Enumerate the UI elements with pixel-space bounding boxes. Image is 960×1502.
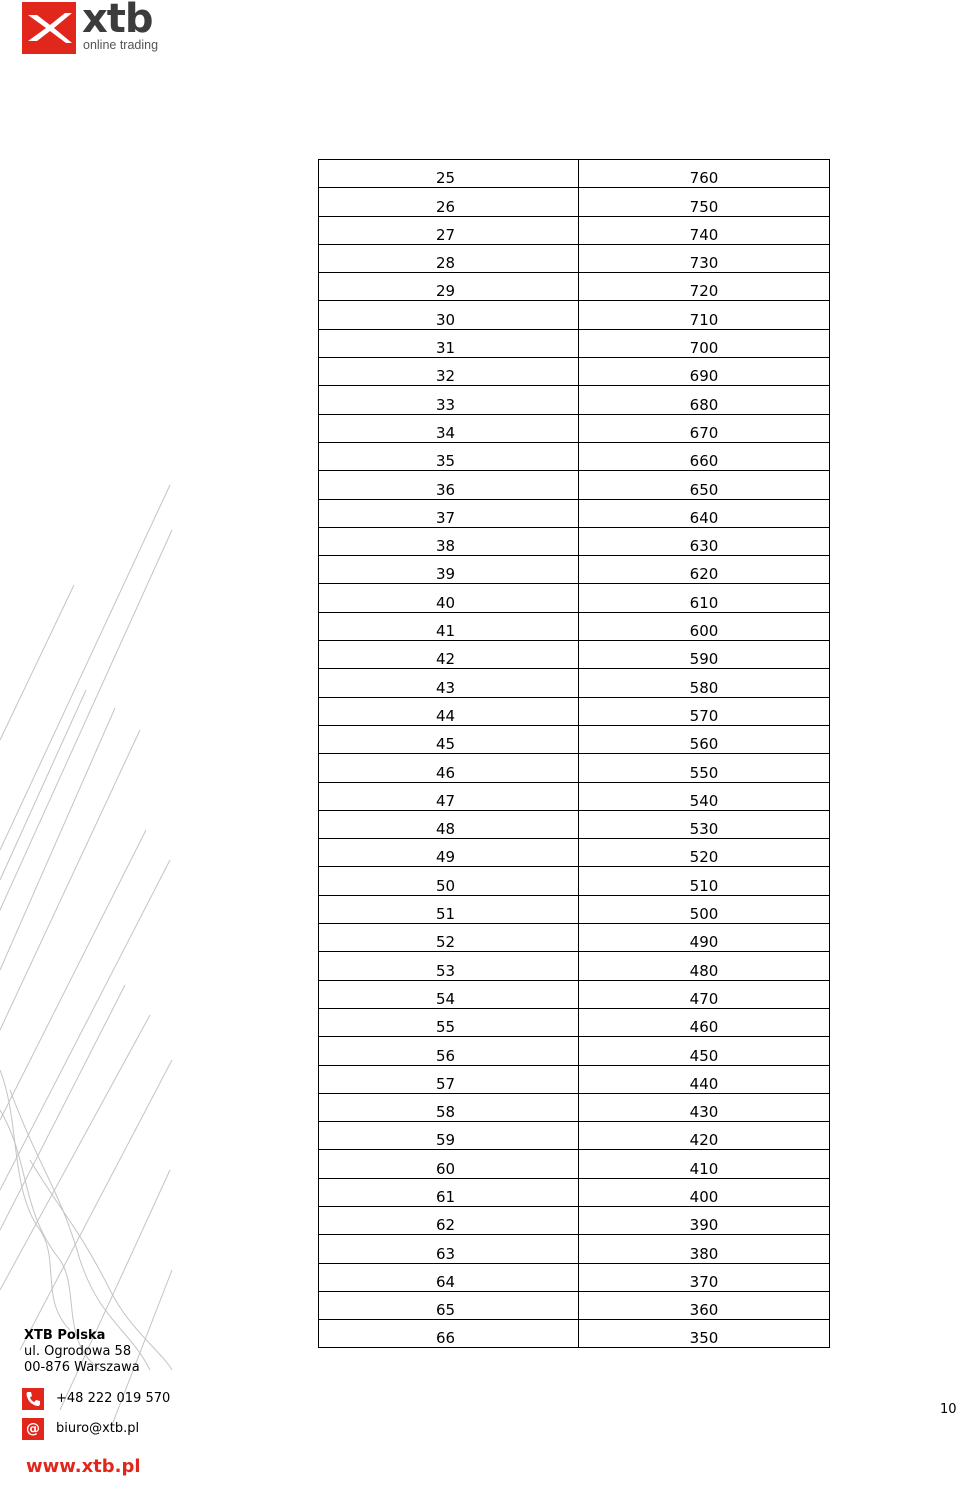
table-row (319, 358, 830, 386)
table-cell-left (319, 1122, 579, 1150)
table-cell-right (579, 1235, 830, 1263)
cell-value: 56 (435, 1046, 456, 1065)
table-cell-right (579, 924, 830, 952)
cell-value: 650 (689, 480, 719, 499)
cell-value: 52 (435, 933, 456, 952)
table-row (319, 612, 830, 640)
cell-value: 720 (689, 282, 719, 301)
cell-value: 370 (689, 1272, 719, 1291)
cell-value: 41 (435, 622, 456, 641)
table-row (319, 952, 830, 980)
street-address: ul. Ogrodowa 58 (24, 1344, 132, 1359)
table-row (319, 1122, 830, 1150)
table-row (319, 499, 830, 527)
table-cell-right (579, 1320, 830, 1348)
cell-value: 580 (689, 678, 719, 697)
cell-value: 510 (689, 876, 719, 895)
table-cell-left (319, 1008, 579, 1036)
cell-value: 550 (689, 763, 719, 782)
table-cell-left (319, 1150, 579, 1178)
cell-value: 560 (689, 735, 719, 754)
table-cell-left (319, 442, 579, 470)
cell-value: 640 (689, 508, 719, 527)
cell-value: 43 (435, 678, 456, 697)
table-row (319, 386, 830, 414)
table-cell-left (319, 584, 579, 612)
table-cell-right (579, 1122, 830, 1150)
table-cell-right (579, 895, 830, 923)
table-cell-left (319, 1235, 579, 1263)
table-cell-right (579, 556, 830, 584)
table-row (319, 1291, 830, 1319)
cell-value: 540 (689, 791, 719, 810)
cell-value: 45 (435, 735, 456, 754)
cell-value: 30 (435, 310, 456, 329)
table-row (319, 1150, 830, 1178)
cell-value: 700 (689, 339, 719, 358)
cell-value: 33 (435, 395, 456, 414)
table-row (319, 1206, 830, 1234)
table-row (319, 414, 830, 442)
cell-value: 57 (435, 1074, 456, 1093)
cell-value: 610 (689, 593, 719, 612)
table-row (319, 273, 830, 301)
table-cell-right (579, 216, 830, 244)
cell-value: 410 (689, 1159, 719, 1178)
table-cell-left (319, 754, 579, 782)
cell-value: 60 (435, 1159, 456, 1178)
cell-value: 530 (689, 820, 719, 839)
cell-value: 690 (689, 367, 719, 386)
cell-value: 39 (435, 565, 456, 584)
table-cell-right (579, 499, 830, 527)
cell-value: 660 (689, 452, 719, 471)
logo-wordmark: xtb (82, 0, 153, 42)
table-cell-right (579, 697, 830, 725)
table-row (319, 839, 830, 867)
table-cell-left (319, 160, 579, 188)
table-row (319, 556, 830, 584)
xtb-logo-mark (22, 2, 76, 54)
table-cell-left (319, 1320, 579, 1348)
table-cell-right (579, 301, 830, 329)
table-cell-left (319, 810, 579, 838)
cell-value: 66 (435, 1329, 456, 1348)
cell-value: 420 (689, 1131, 719, 1150)
table-cell-left (319, 952, 579, 980)
cell-value: 47 (435, 791, 456, 810)
table-cell-right (579, 1150, 830, 1178)
table-cell-right (579, 1291, 830, 1319)
table-row (319, 980, 830, 1008)
phone-number: +48 222 019 570 (56, 1391, 171, 1406)
at-icon: @ (22, 1418, 44, 1440)
table-row (319, 1037, 830, 1065)
table-cell-left (319, 329, 579, 357)
cell-value: 38 (435, 537, 456, 556)
table-cell-left (319, 1065, 579, 1093)
table-cell-left (319, 669, 579, 697)
table-cell-left (319, 867, 579, 895)
cell-value: 25 (435, 169, 456, 188)
cell-value: 42 (435, 650, 456, 669)
table-cell-left (319, 556, 579, 584)
table-row (319, 895, 830, 923)
table-row (319, 188, 830, 216)
table-cell-left (319, 188, 579, 216)
cell-value: 62 (435, 1216, 456, 1235)
cell-value: 490 (689, 933, 719, 952)
cell-value: 430 (689, 1103, 719, 1122)
cell-value: 29 (435, 282, 456, 301)
table-cell-right (579, 442, 830, 470)
table-cell-left (319, 839, 579, 867)
cell-value: 35 (435, 452, 456, 471)
x-mark-icon (22, 2, 76, 54)
table-row (319, 669, 830, 697)
cell-value: 590 (689, 650, 719, 669)
table-cell-left (319, 216, 579, 244)
table-row (319, 1235, 830, 1263)
table-cell-left (319, 980, 579, 1008)
table-cell-left (319, 895, 579, 923)
table-row (319, 216, 830, 244)
table-row (319, 725, 830, 753)
cell-value: 48 (435, 820, 456, 839)
cell-value: 710 (689, 310, 719, 329)
city-address: 00-876 Warszawa (24, 1360, 140, 1375)
table-cell-right (579, 386, 830, 414)
table-row (319, 1065, 830, 1093)
cell-value: 37 (435, 508, 456, 527)
table-row (319, 1008, 830, 1036)
phone-icon-glyph (22, 1388, 44, 1410)
table-cell-right (579, 612, 830, 640)
cell-value: 750 (689, 197, 719, 216)
cell-value: 630 (689, 537, 719, 556)
table-cell-right (579, 1037, 830, 1065)
cell-value: 730 (689, 254, 719, 273)
table-row (319, 1178, 830, 1206)
logo-tagline: online trading (83, 38, 159, 52)
table-cell-right (579, 754, 830, 782)
table-cell-right (579, 810, 830, 838)
table-cell-right (579, 358, 830, 386)
table-row (319, 301, 830, 329)
table-row (319, 641, 830, 669)
cell-value: 400 (689, 1187, 719, 1206)
cell-value: 440 (689, 1074, 719, 1093)
cell-value: 58 (435, 1103, 456, 1122)
cell-value: 32 (435, 367, 456, 386)
cell-value: 27 (435, 225, 456, 244)
table-cell-left (319, 499, 579, 527)
table-row (319, 160, 830, 188)
table-cell-left (319, 527, 579, 555)
cell-value: 34 (435, 423, 456, 442)
cell-value: 460 (689, 1018, 719, 1037)
table-row (319, 329, 830, 357)
table-cell-left (319, 386, 579, 414)
table-cell-left (319, 725, 579, 753)
company-address (24, 1328, 140, 1376)
cell-value: 570 (689, 706, 719, 725)
table-cell-right (579, 782, 830, 810)
table-cell-left (319, 358, 579, 386)
table-cell-right (579, 980, 830, 1008)
table-cell-right (579, 725, 830, 753)
table-cell-left (319, 1093, 579, 1121)
table-cell-right (579, 669, 830, 697)
table-row (319, 1093, 830, 1121)
cell-value: 450 (689, 1046, 719, 1065)
table-row (319, 527, 830, 555)
table-cell-left (319, 612, 579, 640)
table-cell-right (579, 641, 830, 669)
table-row (319, 584, 830, 612)
table-row (319, 867, 830, 895)
table-cell-right (579, 839, 830, 867)
table-cell-left (319, 924, 579, 952)
cell-value: 46 (435, 763, 456, 782)
table-cell-right (579, 1263, 830, 1291)
table-cell-left (319, 1263, 579, 1291)
table-row (319, 244, 830, 272)
cell-value: 63 (435, 1244, 456, 1263)
table-cell-left (319, 1037, 579, 1065)
cell-value: 500 (689, 905, 719, 924)
table-row (319, 754, 830, 782)
table-cell-right (579, 584, 830, 612)
page-number: 10 (940, 1402, 957, 1417)
table-row (319, 924, 830, 952)
table-cell-right (579, 244, 830, 272)
table-cell-right (579, 527, 830, 555)
email-address[interactable]: biuro@xtb.pl (56, 1421, 140, 1436)
cell-value: 50 (435, 876, 456, 895)
table-cell-left (319, 244, 579, 272)
cell-value: 350 (689, 1329, 719, 1348)
cell-value: 360 (689, 1301, 719, 1320)
website-link[interactable]: www.xtb.pl (26, 1456, 141, 1477)
table-row (319, 697, 830, 725)
xtb-logo (22, 2, 172, 54)
cell-value: 40 (435, 593, 456, 612)
table-cell-left (319, 471, 579, 499)
table-cell-right (579, 867, 830, 895)
cell-value: 55 (435, 1018, 456, 1037)
cell-value: 390 (689, 1216, 719, 1235)
cell-value: 65 (435, 1301, 456, 1320)
table-row (319, 810, 830, 838)
cell-value: 670 (689, 423, 719, 442)
cell-value: 480 (689, 961, 719, 980)
table-cell-left (319, 273, 579, 301)
table-cell-right (579, 1206, 830, 1234)
cell-value: 53 (435, 961, 456, 980)
table-cell-right (579, 160, 830, 188)
table-row (319, 442, 830, 470)
table-cell-left (319, 697, 579, 725)
cell-value: 36 (435, 480, 456, 499)
cell-value: 64 (435, 1272, 456, 1291)
cell-value: 54 (435, 989, 456, 1008)
table-cell-right (579, 1065, 830, 1093)
table-cell-left (319, 1291, 579, 1319)
cell-value: 760 (689, 169, 719, 188)
table-cell-right (579, 329, 830, 357)
data-table (318, 159, 830, 1348)
table-cell-left (319, 1206, 579, 1234)
cell-value: 600 (689, 622, 719, 641)
table-row (319, 1263, 830, 1291)
table-cell-left (319, 641, 579, 669)
table-cell-right (579, 414, 830, 442)
cell-value: 470 (689, 989, 719, 1008)
table-cell-right (579, 1093, 830, 1121)
cell-value: 49 (435, 848, 456, 867)
table-cell-right (579, 273, 830, 301)
cell-value: 620 (689, 565, 719, 584)
cell-value: 680 (689, 395, 719, 414)
table-cell-left (319, 301, 579, 329)
table-cell-left (319, 414, 579, 442)
cell-value: 44 (435, 706, 456, 725)
cell-value: 61 (435, 1187, 456, 1206)
table-cell-right (579, 952, 830, 980)
cell-value: 520 (689, 848, 719, 867)
cell-value: 28 (435, 254, 456, 273)
table-cell-left (319, 782, 579, 810)
table-cell-right (579, 188, 830, 216)
table-row (319, 471, 830, 499)
table-row (319, 1320, 830, 1348)
table-cell-left (319, 1178, 579, 1206)
cell-value: 26 (435, 197, 456, 216)
table-cell-right (579, 1008, 830, 1036)
cell-value: 380 (689, 1244, 719, 1263)
cell-value: 740 (689, 225, 719, 244)
phone-icon (22, 1388, 44, 1410)
cell-value: 51 (435, 905, 456, 924)
cell-value: 31 (435, 339, 456, 358)
table-row (319, 782, 830, 810)
table-cell-right (579, 1178, 830, 1206)
company-name: XTB Polska (24, 1328, 106, 1343)
table-cell-right (579, 471, 830, 499)
cell-value: 59 (435, 1131, 456, 1150)
